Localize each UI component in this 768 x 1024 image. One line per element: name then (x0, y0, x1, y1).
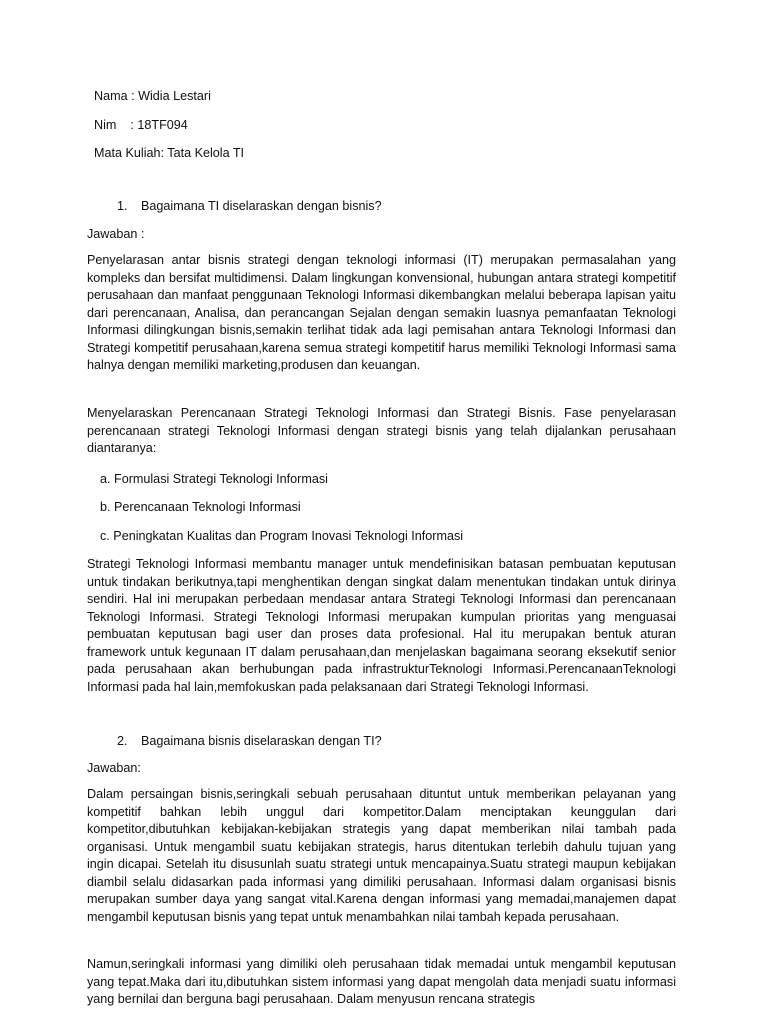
list-item: a. Formulasi Strategi Teknologi Informasi (100, 472, 328, 486)
answer-2-paragraph-2: Namun,seringkali informasi yang dimiliki oleh perusahaan tidak memadai untuk mengambil keputusan yang tepat.Maka dari itu,dibutuhkan sistem informasi yang dapat mengolah data menjadi suatu informasi yang bernilai dan berguna bagi perusahaan. Dalam menyusun rencana strategis (87, 957, 676, 1006)
question-2 (117, 733, 382, 749)
answer-2-paragraph-1: Dalam persaingan bisnis,seringkali sebuah perusahaan dituntut untuk memberikan pelayanan yang kompetitif bahkan lebih unggul dari kompetitor.Dalam menciptakan keunggulan dari kompetitor,dibutuhkan kebijakan-kebijakan strategis yang dapat memberikan nilai tambah pada organisasi. Untuk mengambil suatu kebijakan strategis, harus ditentukan terlebih dahulu tujuan yang ingin dicapai. Setelah itu disusunlah suatu strategi untuk mencapainya.Suatu strategi maupun kebijakan diambil selalu didasarkan pada informasi yang dimiliki perusahaan. Informasi dalam organisasi bisnis merupakan sumber daya yang sangat vital.Karena dengan informasi yang memadai,manajemen dapat mengambil keputusan bisnis yang tepat untuk menambahkan nilai tambah kepada perusahaan. (87, 787, 676, 924)
student-name: Nama : Widia Lestari (94, 89, 211, 103)
question-1-number: 1. (117, 199, 128, 213)
course-name: Mata Kuliah: Tata Kelola TI (94, 146, 245, 160)
question-2-text: Bagaimana bisnis diselaraskan dengan TI? (141, 734, 382, 748)
answer-1-paragraph-3: Strategi Teknologi Informasi membantu manager untuk mendefinisikan batasan pembuatan keputusan untuk tindakan berikutnya,tapi menghentikan dengan singkat dalam menentukan tindakan untuk dirinya sendiri. Hal ini merupakan perbedaan mendasar antara Strategi Teknologi Informasi dan perencanaan Teknologi Informasi. Strategi Teknologi Informasi merupakan kumpulan prioritas yang menguasai pembuatan keputusan bagi user dan proses data profesional. Hal itu merupakan bentuk aturan framework untuk kegunaan IT dalam perusahaan,dan menjelaskan bagaimana seorang eksekutif senior pada perusahaan akan berhubungan pada infrastrukturTeknologi Informasi.PerencanaanTeknologi Informasi pada hal lain,memfokuskan pada pelaksanaan dari Strategi Teknologi Informasi. (87, 557, 676, 694)
answer-2-label: Jawaban: (87, 761, 141, 775)
list-item: b. Perencanaan Teknologi Informasi (100, 500, 301, 514)
question-2-number: 2. (117, 734, 128, 748)
student-nim: Nim : 18TF094 (94, 118, 188, 132)
answer-1-paragraph-1: Penyelarasan antar bisnis strategi dengan teknologi informasi (IT) merupakan permasalahan yang kompleks dan bersifat multidimensi. Dalam lingkungan konvensional, hubungan antara strategi kompetitif perusahaan dan manfaat penggunaan Teknologi Informasi dikembangkan melalui beberapa lapisan yaitu dari perencanaan, Analisa, dan perancangan Sejalan dengan semakin luasnya pemanfaatan Teknologi Informasi dilingkungan bisnis,semakin terlihat tidak ada lagi pemisahan antara Teknologi Informasi dan Strategi kompetitif perusahaan,karena semua strategi kompetitif harus memiliki Teknologi Informasi sama halnya dengan memiliki marketing,produsen dan keuangan. (87, 253, 676, 372)
answer-1-paragraph-2: Menyelaraskan Perencanaan Strategi Teknologi Informasi dan Strategi Bisnis. Fase penyelarasan perencanaan strategi Teknologi Informasi dengan strategi bisnis yang telah dijalankan perusahaan diantaranya: (87, 406, 676, 455)
list-item: c. Peningkatan Kualitas dan Program Inovasi Teknologi Informasi (100, 529, 464, 543)
question-1 (117, 198, 382, 214)
question-1-text: Bagaimana TI diselaraskan dengan bisnis? (141, 199, 382, 213)
answer-1-label: Jawaban : (87, 227, 145, 241)
